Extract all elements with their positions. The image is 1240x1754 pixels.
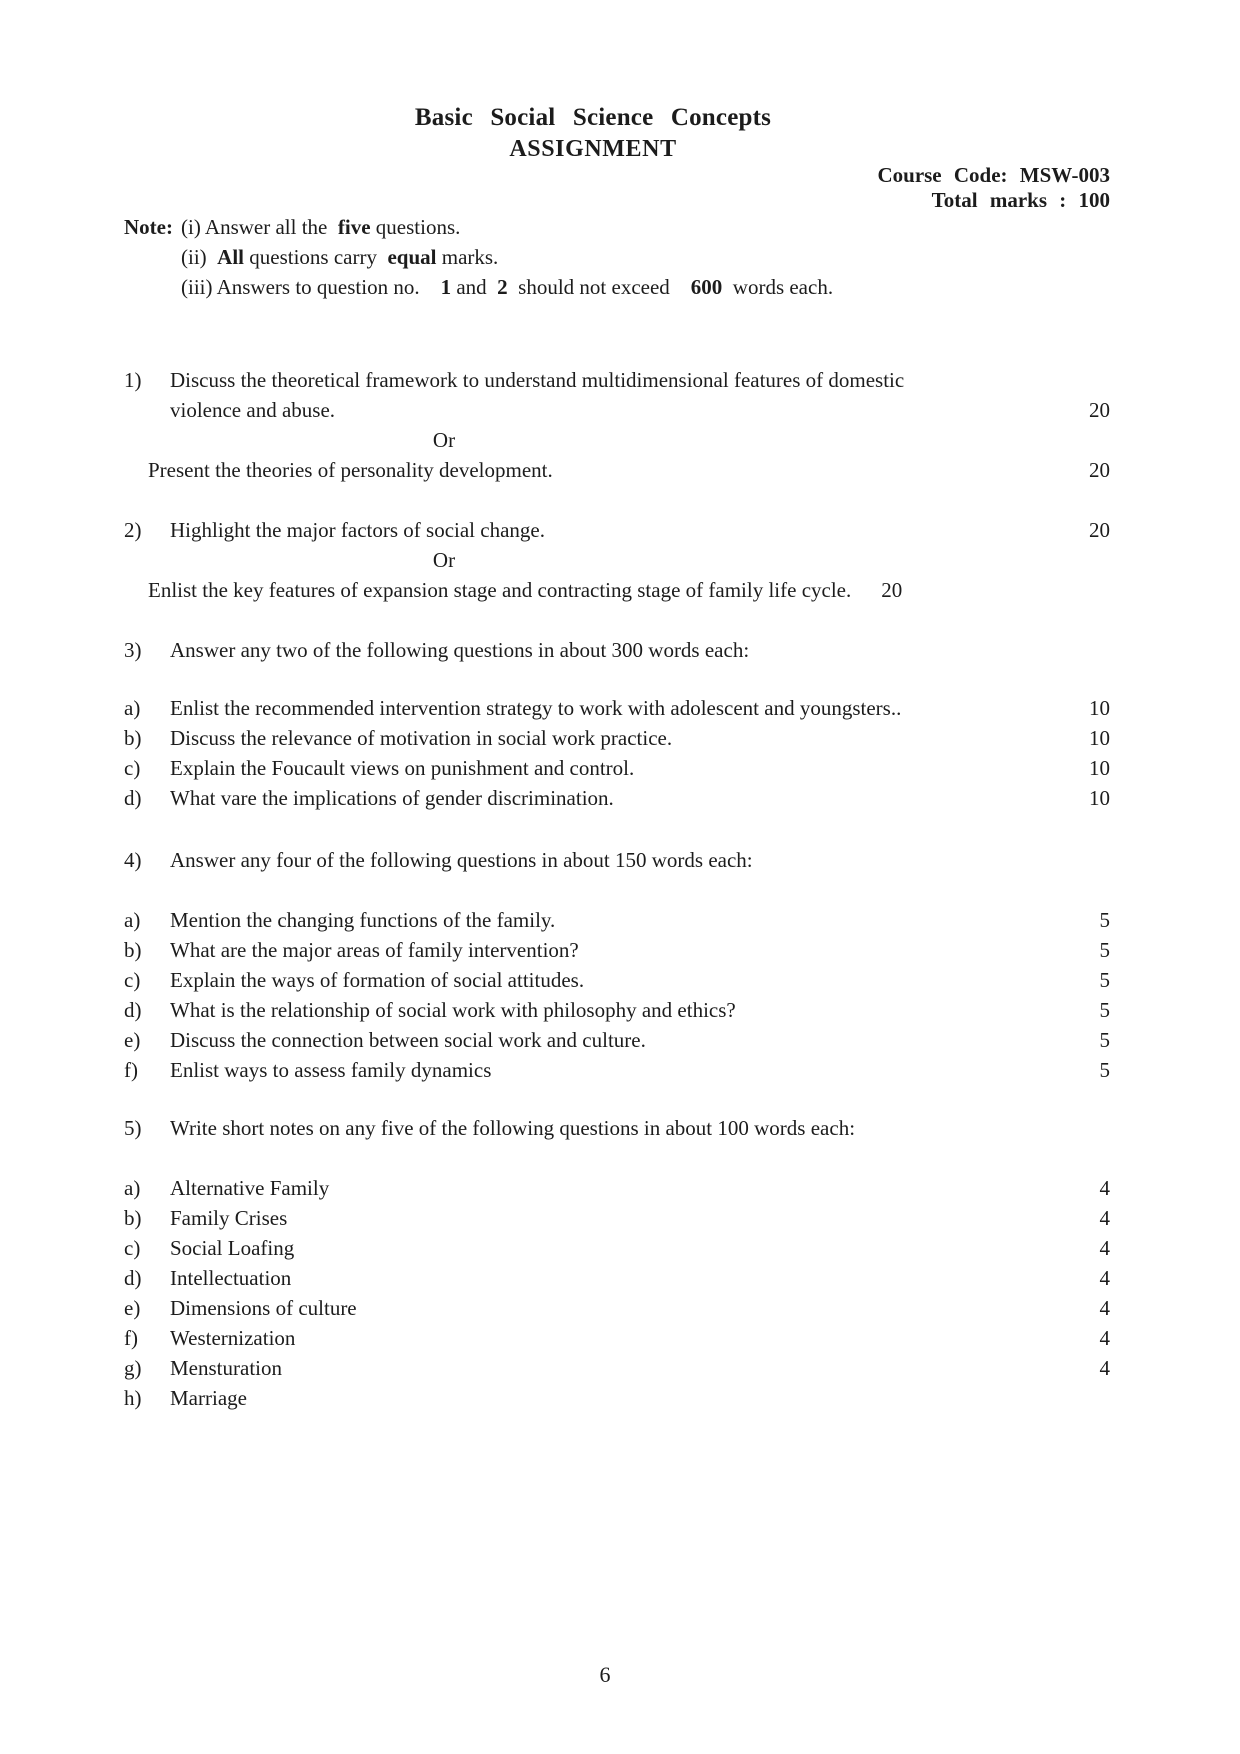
question-4-row bbox=[124, 845, 1110, 875]
question-2-alt-text: Enlist the key features of expansion stage and contracting stage of family life cycle. 20 bbox=[148, 578, 903, 602]
question-1-marks: 20 bbox=[1089, 398, 1110, 422]
subquestion-5d-row: d) Intellectuation 4 bbox=[124, 1266, 1110, 1290]
document-content bbox=[124, 100, 1110, 1413]
course-info-block bbox=[124, 163, 1110, 212]
total-marks: Total marks : 100 bbox=[931, 188, 1110, 212]
header-block bbox=[124, 100, 1110, 163]
question-5-row bbox=[124, 1113, 1110, 1143]
question-4-number: 4) bbox=[124, 848, 142, 872]
question-1-alt-marks: 20 bbox=[1089, 458, 1110, 482]
note-text-1: (i) Answer all the five questions. bbox=[181, 215, 461, 239]
question-3-row bbox=[124, 635, 1110, 665]
page-number: 6 bbox=[599, 1662, 611, 1687]
question-1-alt-text: Present the theories of personality development. bbox=[148, 458, 553, 482]
question-2-marks: 20 bbox=[1089, 518, 1110, 542]
question-1-row bbox=[124, 365, 1110, 425]
question-2-alt-row bbox=[124, 575, 1110, 605]
subquestion-4a-row: a) Mention the changing functions of the family. 5 bbox=[124, 908, 1110, 932]
note-line-1 bbox=[124, 212, 1110, 242]
subquestion-5h-row: h) Marriage bbox=[124, 1386, 247, 1410]
subquestion-5b-row: b) Family Crises 4 bbox=[124, 1206, 1110, 1230]
note-block bbox=[124, 212, 1110, 302]
course-code: Course Code: MSW-003 bbox=[877, 163, 1110, 187]
document-title: Basic Social Science Concepts bbox=[414, 104, 772, 131]
question-2-or-separator: Or bbox=[432, 548, 456, 572]
question-4-text: Answer any four of the following questions in about 150 words each: bbox=[170, 848, 753, 872]
subquestion-4c-row: c) Explain the ways of formation of social attitudes. 5 bbox=[124, 968, 1110, 992]
note-line-2 bbox=[124, 242, 1110, 272]
question-2-number: 2) bbox=[124, 518, 142, 542]
note-line-3 bbox=[124, 272, 1110, 302]
question-1-number: 1) bbox=[124, 368, 142, 392]
question-5-text: Write short notes on any five of the following questions in about 100 words each: bbox=[170, 1116, 856, 1140]
question-2-text: Highlight the major factors of social change. bbox=[170, 518, 545, 542]
question-2-row bbox=[124, 515, 1110, 545]
question-1-alt-row bbox=[124, 455, 1110, 485]
subquestion-4b-row: b) What are the major areas of family intervention? 5 bbox=[124, 938, 1110, 962]
question-2-alt-marks: 20 bbox=[881, 578, 903, 602]
subquestion-4f-row: f) Enlist ways to assess family dynamics 5 bbox=[124, 1058, 1110, 1082]
subquestion-5a-row: a) Alternative Family 4 bbox=[124, 1176, 1110, 1200]
subquestion-3d-row: d) What vare the implications of gender discrimination. 10 bbox=[124, 786, 1110, 810]
note-text-2: (ii) All questions carry equal marks. bbox=[181, 245, 499, 269]
note-label: Note: bbox=[124, 215, 173, 239]
question-3-text: Answer any two of the following questions in about 300 words each: bbox=[170, 638, 750, 662]
subquestion-5g-row: g) Mensturation 4 bbox=[124, 1356, 1110, 1380]
subquestion-3a-row: a) Enlist the recommended intervention strategy to work with adolescent and youngsters.. 10 bbox=[124, 696, 1110, 720]
subquestion-5c-row: c) Social Loafing 4 bbox=[124, 1236, 1110, 1260]
assignment-subtitle: ASSIGNMENT bbox=[509, 136, 677, 162]
subquestion-4e-row: e) Discuss the connection between social work and culture. 5 bbox=[124, 1028, 1110, 1052]
question-1-text: Discuss the theoretical framework to understand multidimensional features of domestic violence and abuse. bbox=[170, 368, 905, 422]
subquestion-4d-row: d) What is the relationship of social work with philosophy and ethics? 5 bbox=[124, 998, 1110, 1022]
question-1-or-separator: Or bbox=[432, 428, 456, 452]
subquestion-3b-row: b) Discuss the relevance of motivation in social work practice. 10 bbox=[124, 726, 1110, 750]
subquestion-5f-row: f) Westernization 4 bbox=[124, 1326, 1110, 1350]
subquestion-5e-row: e) Dimensions of culture 4 bbox=[124, 1296, 1110, 1320]
subquestion-3c-row: c) Explain the Foucault views on punishment and control. 10 bbox=[124, 756, 1110, 780]
note-text-3: (iii) Answers to question no. 1 and 2 should not exceed 600 words each. bbox=[181, 275, 834, 299]
question-3-number: 3) bbox=[124, 638, 142, 662]
question-5-number: 5) bbox=[124, 1116, 142, 1140]
